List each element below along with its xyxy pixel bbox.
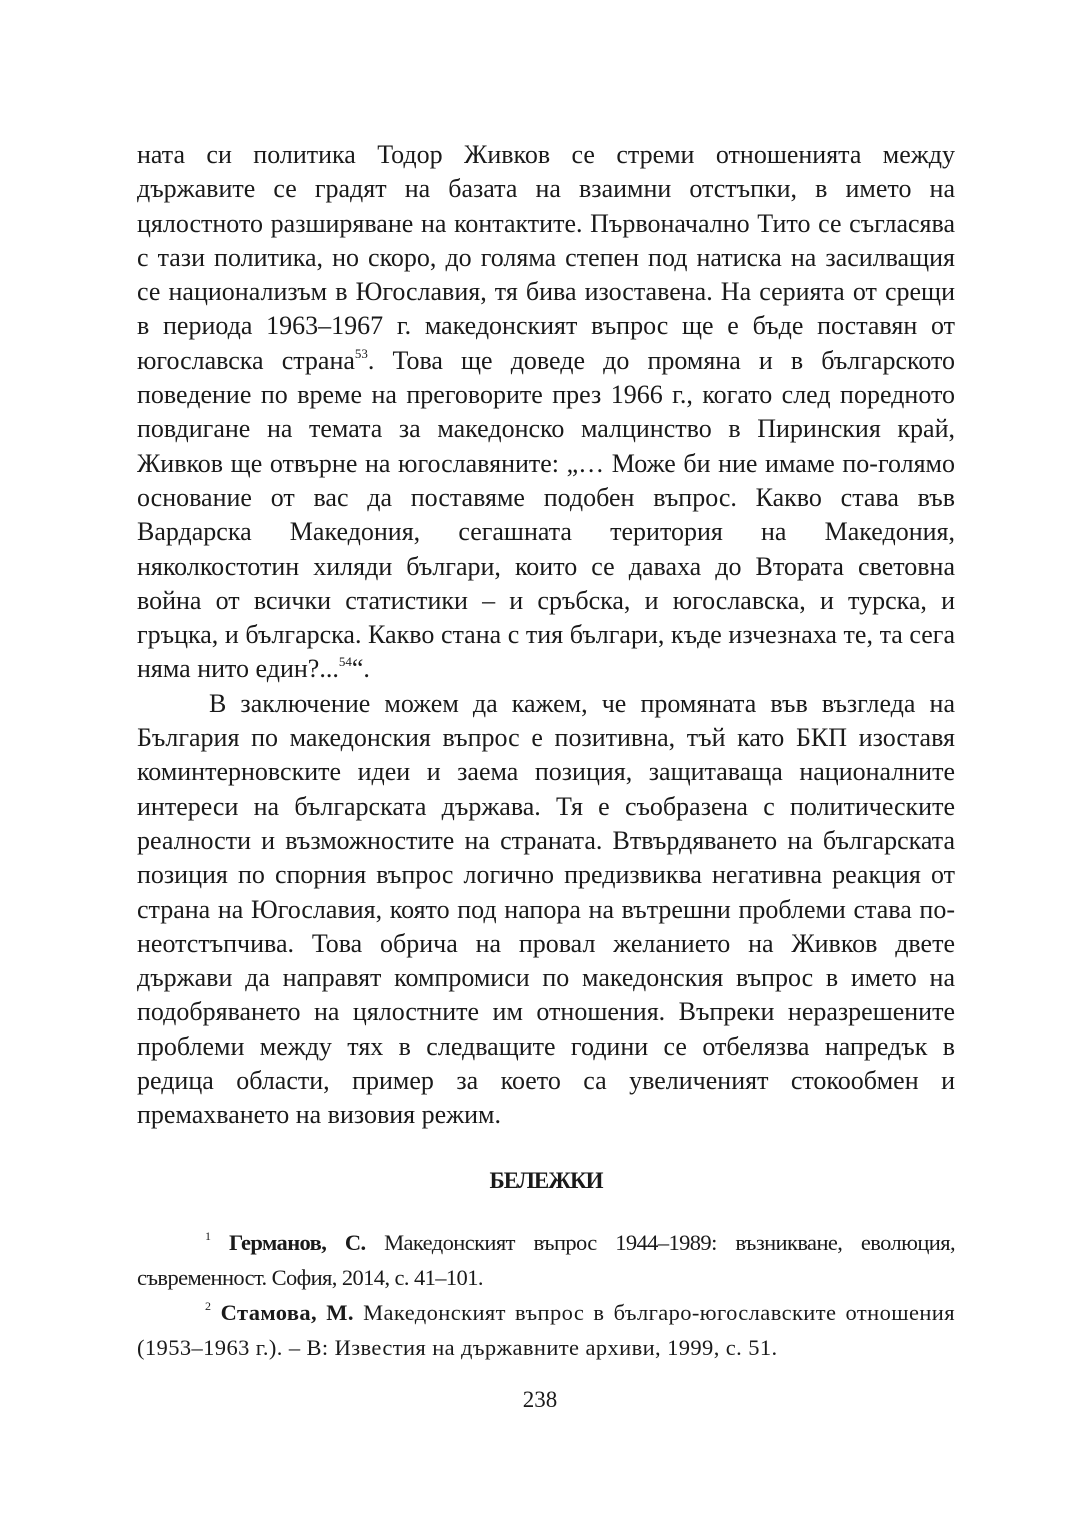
paragraph-conclusion: В заключение можем да кажем, че промяната във възгледа на България по македонския въпрос е позитивна, тъй като БКП изоставя коминтерновските идеи и заема позиция, защитаваща националните интереси на българската държава. Тя е съобразена с политическите реалности и възможностите на страната. Втвърдяването на българската позиция по спорния въпрос логично предизвиква негативна реакция от страна на Югославия, която под напора на вътрешни проблеми става по-неотстъпчива. Това обрича на провал желанието на Живков двете държави да направят компромиси по македонския въпрос в името на подобряването на цялостните им отношения. Въпреки неразрешените проблеми между тях в следващите години се отбелязва напредък в редица области, пример за което са увеличеният стокообмен и премахването на визовия режим.	[137, 688, 955, 1130]
footnote-ref-54[interactable]: 54	[338, 654, 352, 670]
footnote-author: Стамова, М.	[220, 1299, 354, 1325]
footnote-number: 2	[205, 1298, 212, 1313]
page-content	[137, 138, 955, 1365]
paragraph-continuation	[137, 138, 955, 687]
paragraph-text: . Това ще доведе до промяна и в българското поведение по време на преговорите през 1966 г., когато след поредното повдигане на темата за македонско малцинство в Пиринския край, Живков ще отвърне на югославяните: „… Може би ние имаме по-голямо основание от вас да поставяме подобен въпрос. Какво става във Вардарска Македония, сегашната територия на Македония, няколкостотин хиляди българи, които се даваха до Втората световна война от всички статистики – и сръбска, и югославска, и турска, и гръцка, и българска. Какво стана с тия българи, къде изчезнаха те, та сега няма нито един?...	[137, 345, 955, 684]
footnote-1	[137, 1225, 955, 1295]
notes-heading: БЕЛЕЖКИ	[489, 1167, 603, 1193]
page-number: 238	[522, 1387, 558, 1412]
footnote-text: Македонският въпрос в българо-югославските отношения (1953–1963 г.). – В: Известия на държавните архиви, 1999, с. 51.	[137, 1299, 955, 1360]
paragraph-text: ната си политика Тодор Живков се стреми отношенията между държавите се градят на базата на взаимни отстъпки, в името на цялостното разширяване на контактите. Първоначално Тито се съгласява с тази политика, но скоро, до голяма степен под натиска на засилващия се национализъм в Югославия, тя бива изоставена. На серията от срещи в периода 1963–1967 г. македонският въпрос ще е бъде поставян от югославска страна	[137, 140, 955, 375]
footnote-author: Германов, С.	[229, 1229, 366, 1255]
footnote-text: Македонският въпрос 1944–1989: възникване, еволюция, съвременност. София, 2014, с. 41–101.	[137, 1229, 955, 1290]
footnote-2	[137, 1295, 955, 1365]
footnote-number: 1	[205, 1228, 211, 1243]
footnote-ref-53[interactable]: 53	[354, 345, 368, 361]
closing-quote: “.	[351, 654, 370, 684]
